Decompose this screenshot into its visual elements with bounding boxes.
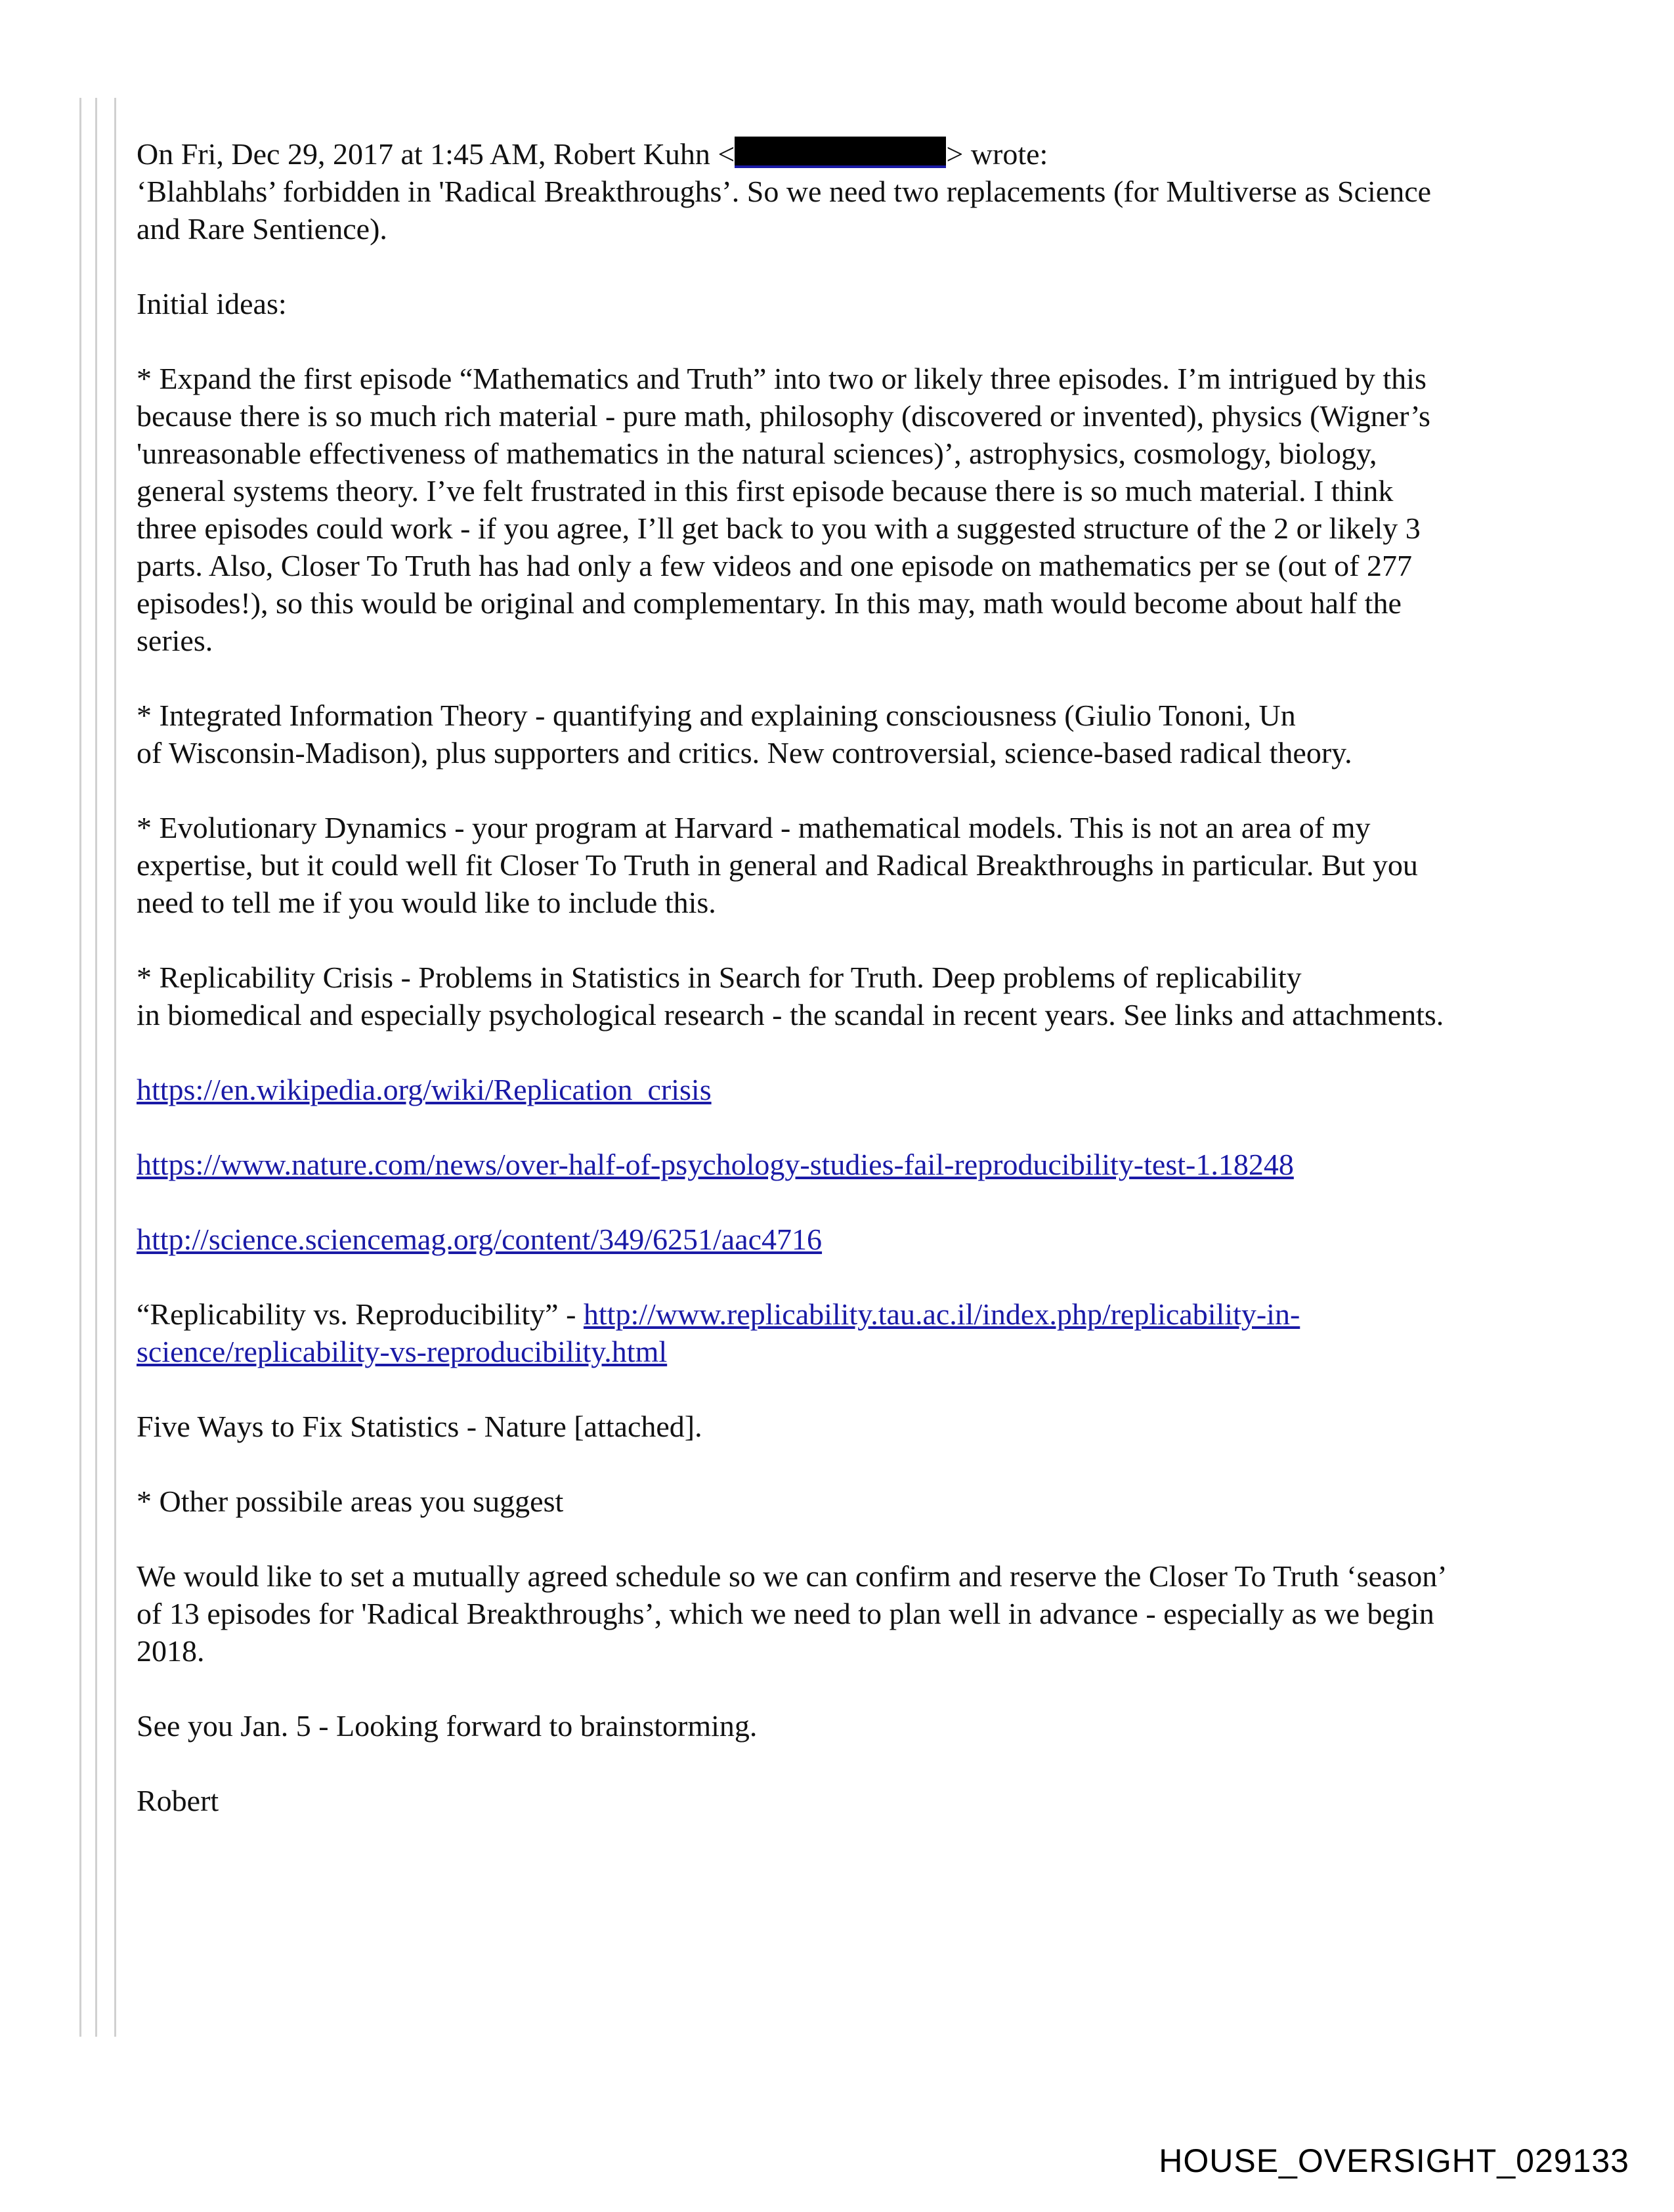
text: in biomedical and especially psychological research - the scandal in recent years. See links and attachments. xyxy=(137,998,1444,1031)
text: Robert xyxy=(137,1784,219,1817)
email-line xyxy=(137,210,387,248)
hyperlink[interactable]: https://www.nature.com/news/over-half-of-psychology-studies-fail-reproducibility-test-1.18248 xyxy=(137,1148,1294,1181)
hyperlink[interactable]: science/replicability-vs-reproducibility.html xyxy=(137,1335,668,1368)
email-line xyxy=(137,1632,205,1670)
email-line xyxy=(137,996,1444,1033)
text: of Wisconsin-Madison), plus supporters and critics. New controversial, science-based radical theory. xyxy=(137,736,1352,770)
email-line xyxy=(137,1333,667,1370)
hyperlink[interactable]: https://en.wikipedia.org/wiki/Replication_crisis xyxy=(137,1073,712,1106)
text: * Expand the first episode “Mathematics and Truth” into two or likely three episodes. I’m intrigued by this xyxy=(137,362,1427,395)
quote-bar xyxy=(79,98,81,2037)
text: 'unreasonable effectiveness of mathematics in the natural sciences)’, astrophysics, cosmology, biology, xyxy=(137,437,1377,470)
email-line xyxy=(137,173,1431,210)
text: Initial ideas: xyxy=(137,287,287,320)
email-line xyxy=(137,397,1430,435)
email-line xyxy=(137,1595,1434,1632)
bates-number: HOUSE_OVERSIGHT_029133 xyxy=(1159,2142,1629,2179)
email-line xyxy=(137,472,1393,510)
text: We would like to set a mutually agreed schedule so we can confirm and reserve the Closer To Truth ‘season’ xyxy=(137,1559,1448,1593)
quote-bar xyxy=(114,98,116,2037)
text: of 13 episodes for 'Radical Breakthroughs’, which we need to plan well in advance - especially as we begin xyxy=(137,1597,1434,1630)
hyperlink[interactable]: http://science.sciencemag.org/content/349/6251/aac4716 xyxy=(137,1223,823,1256)
email-line xyxy=(137,697,1296,734)
text: 2018. xyxy=(137,1634,205,1668)
text: parts. Also, Closer To Truth has had only a few videos and one episode on mathematics per se (out of 277 xyxy=(137,549,1412,582)
text: Five Ways to Fix Statistics - Nature [attached]. xyxy=(137,1410,702,1443)
email-line xyxy=(137,1483,563,1520)
quote-bar xyxy=(95,98,97,2037)
email-line xyxy=(137,360,1427,397)
email-line xyxy=(137,584,1402,622)
email-line xyxy=(137,1782,219,1819)
email-line xyxy=(137,1221,822,1258)
text: episodes!), so this would be original and complementary. In this may, math would become about half the xyxy=(137,586,1402,620)
text: * Other possibile areas you suggest xyxy=(137,1485,564,1518)
email-line xyxy=(137,1707,757,1745)
text: On Fri, Dec 29, 2017 at 1:45 AM, Robert Kuhn < xyxy=(137,137,735,171)
email-line xyxy=(137,734,1352,771)
text: and Rare Sentience). xyxy=(137,212,387,246)
email-line xyxy=(137,1557,1448,1595)
email-line xyxy=(137,1071,712,1108)
text: need to tell me if you would like to include this. xyxy=(137,886,716,919)
email-line xyxy=(137,435,1377,472)
email-line xyxy=(137,622,213,659)
email-line xyxy=(137,809,1371,846)
email-line xyxy=(137,285,287,322)
redacted-email xyxy=(735,137,946,168)
text: * Replicability Crisis - Problems in Statistics in Search for Truth. Deep problems of replicability xyxy=(137,961,1302,994)
text: See you Jan. 5 - Looking forward to brainstorming. xyxy=(137,1709,758,1743)
text: series. xyxy=(137,624,213,657)
email-line xyxy=(137,846,1418,884)
text: * Integrated Information Theory - quantifying and explaining consciousness (Giulio Tononi, Un xyxy=(137,699,1296,732)
email-line xyxy=(137,884,716,921)
email-line xyxy=(137,135,1048,173)
text: “Replicability vs. Reproducibility” - xyxy=(137,1297,584,1331)
text: ‘Blahblahs’ forbidden in 'Radical Breakthroughs’. So we need two replacements (for Multiverse as Science xyxy=(137,175,1432,208)
text: because there is so much rich material - pure math, philosophy (discovered or invented), physics (Wigner’s xyxy=(137,399,1430,433)
email-line xyxy=(137,1408,702,1445)
text: * Evolutionary Dynamics - your program at Harvard - mathematical models. This is not an area of my xyxy=(137,811,1371,844)
text: > wrote: xyxy=(946,137,1048,171)
email-line xyxy=(137,1295,1300,1333)
email-line xyxy=(137,510,1421,547)
email-line xyxy=(137,959,1302,996)
text: expertise, but it could well fit Closer To Truth in general and Radical Breakthroughs in particular. But you xyxy=(137,848,1418,882)
email-line xyxy=(137,1146,1294,1183)
hyperlink[interactable]: http://www.replicability.tau.ac.il/index.php/replicability-in- xyxy=(583,1297,1300,1331)
text: three episodes could work - if you agree, I’ll get back to you with a suggested structure of the 2 or likely 3 xyxy=(137,511,1421,545)
text: general systems theory. I’ve felt frustrated in this first episode because there is so much material. I think xyxy=(137,474,1394,508)
email-line xyxy=(137,547,1412,584)
